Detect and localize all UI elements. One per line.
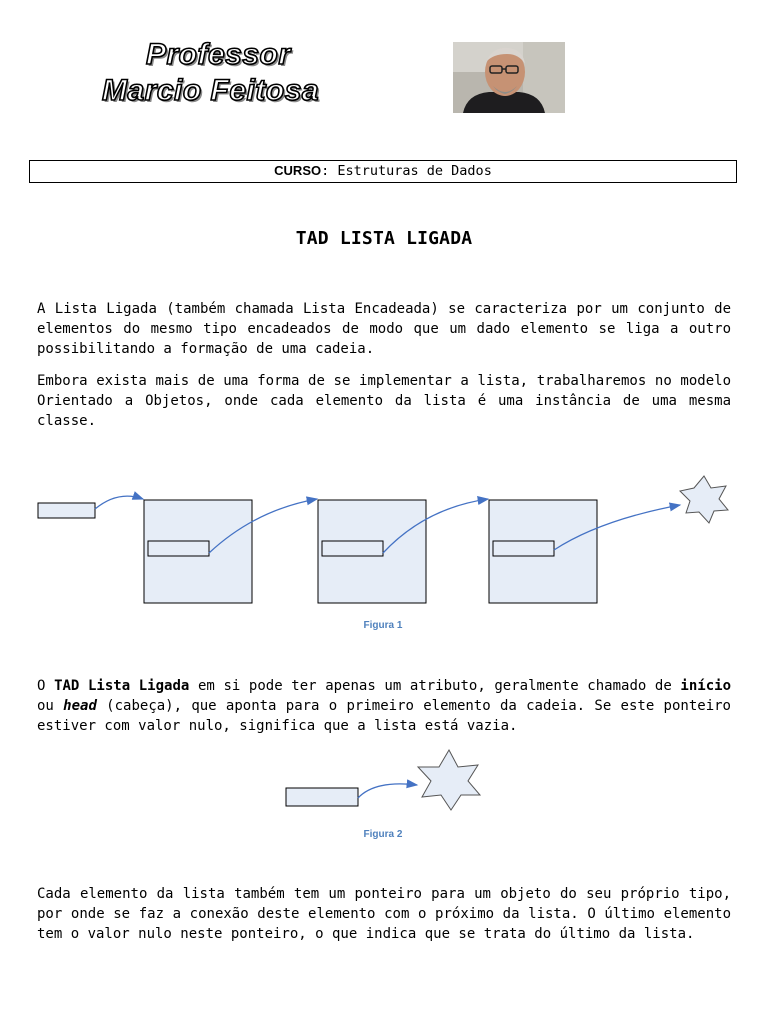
- paragraph-3: [37, 676, 731, 736]
- figure-2-empty-list-diagram: [0, 745, 768, 815]
- course-value: Estruturas de Dados: [337, 163, 492, 179]
- p3-text-1: O: [37, 678, 55, 694]
- arrow-head-to-null: [358, 784, 417, 798]
- page-title: TAD LISTA LIGADA: [295, 228, 473, 249]
- figure-1-linked-list-diagram: [0, 470, 768, 615]
- empty-head-pointer-box: [286, 788, 358, 806]
- arrow-head-to-node-1: [95, 496, 143, 509]
- p3-text-4: (cabeça), que aponta para o primeiro elemento da cadeia. Se este ponteiro estiver com valor nulo, significa que a lista está vazia.: [37, 698, 731, 734]
- logo-line-2: Marcio Feitosa: [102, 74, 320, 107]
- logo-line-1: Professor: [146, 38, 291, 71]
- paragraph-1: A Lista Ligada (também chamada Lista Encadeada) se caracteriza por um conjunto de elementos do mesmo tipo encadeados de modo que um dado elemento se liga a outro possibilitando a formação de uma cadeia.: [37, 301, 731, 357]
- paragraph-4: Cada elemento da lista também tem um ponteiro para um objeto do seu próprio tipo, por onde se faz a conexão deste elemento com o próximo da lista. O último elemento tem o valor nulo neste ponteiro, o que indica que se trata do último da lista.: [37, 886, 731, 942]
- course-box: [29, 160, 737, 183]
- professor-photo: [453, 42, 565, 113]
- list-node-2-pointer: [322, 541, 383, 556]
- list-node-1-pointer: [148, 541, 209, 556]
- head-pointer-box: [38, 503, 95, 518]
- figure-1-caption: Figura 1: [363, 620, 403, 631]
- null-star-2: [418, 750, 480, 810]
- p3-text-2: em si pode ter apenas um atributo, geralmente chamado de: [189, 678, 681, 694]
- p3-bold-tad: TAD Lista Ligada: [54, 678, 190, 694]
- course-separator: :: [321, 163, 330, 179]
- paragraph-2: Embora exista mais de uma forma de se implementar a lista, trabalharemos no modelo Orientado a Objetos, onde cada elemento da lista é uma instância de uma mesma classe.: [37, 373, 731, 429]
- list-node-3-pointer: [493, 541, 554, 556]
- figure-2-caption: Figura 2: [363, 829, 403, 840]
- null-star-1: [680, 476, 728, 523]
- p3-bold-inicio: início: [680, 678, 731, 694]
- p3-bold-italic-head: head: [63, 698, 97, 714]
- p3-text-3: ou: [37, 698, 64, 714]
- course-label: CURSO: [274, 163, 322, 178]
